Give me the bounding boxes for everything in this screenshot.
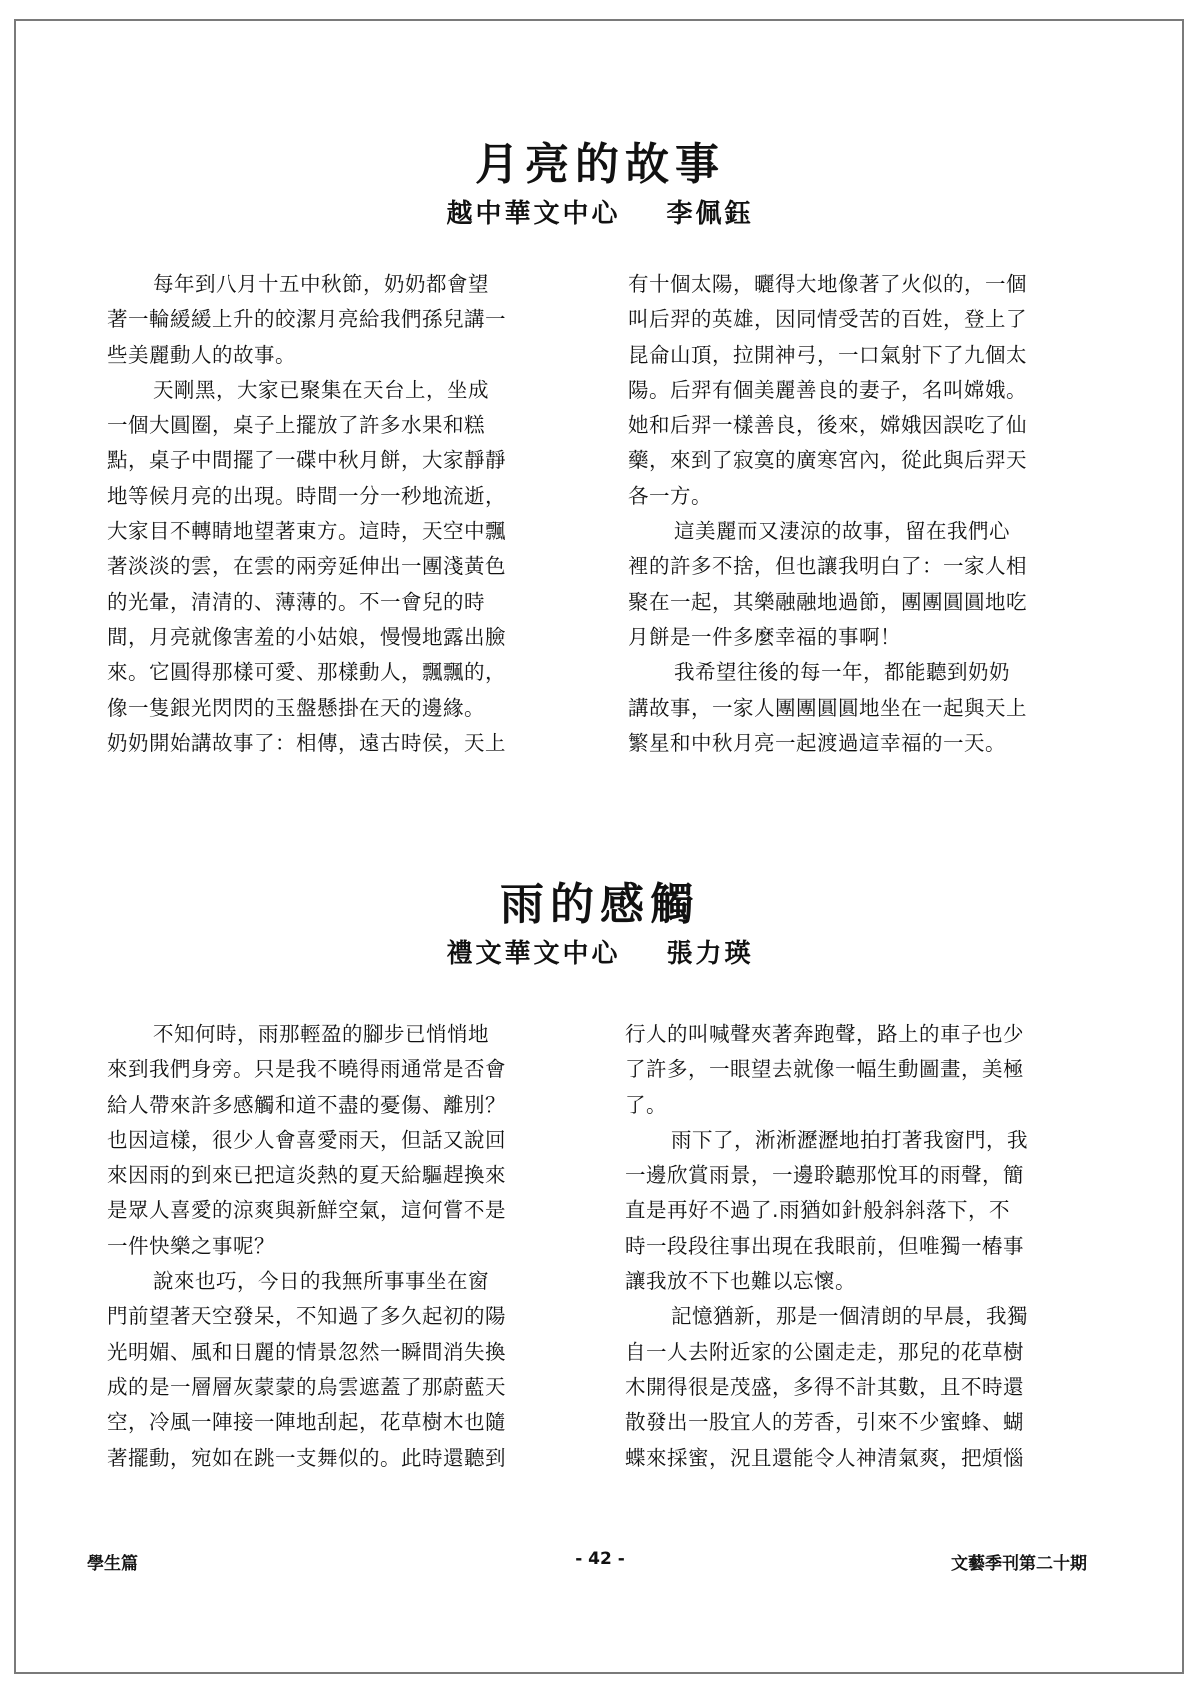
article-column-left — [107, 267, 577, 761]
text-line: 各一方。 — [628, 483, 712, 508]
article-author: 張力瑛 — [666, 939, 754, 969]
text-line: 裡的許多不捨，但也讓我明白了：一家人相 — [628, 554, 1027, 579]
text-line: 蝶來採蜜，況且還能令人神清氣爽，把煩惱 — [625, 1445, 1024, 1470]
text-line: 著擺動，宛如在跳一支舞似的。此時還聽到 — [107, 1445, 506, 1470]
article-organization: 禮文華文中心 — [446, 939, 621, 969]
text-line: 每年到八月十五中秋節，奶奶都會望 — [153, 272, 489, 296]
text-line: 有十個太陽，曬得大地像著了火似的，一個 — [628, 272, 1027, 296]
text-line: 像一隻銀光閃閃的玉盤懸掛在天的邊緣。 — [107, 695, 485, 720]
article-column-right — [625, 1017, 1095, 1476]
text-line: 來因雨的到來已把這炎熱的夏天給驅趕換來 — [107, 1163, 506, 1188]
text-line: 是眾人喜愛的涼爽與新鮮空氣，這何嘗不是 — [107, 1198, 506, 1223]
footer-section: 學生篇 — [87, 1554, 138, 1574]
text-line: 著淡淡的雲，在雲的兩旁延伸出一團淺黃色 — [107, 554, 506, 579]
article-organization: 越中華文中心 — [446, 199, 621, 229]
text-line: 門前望著天空發呆，不知過了多久起初的陽 — [107, 1304, 506, 1329]
text-line: 記憶猶新，那是一個清朗的早晨，我獨 — [671, 1304, 1028, 1329]
text-line: 奶奶開始講故事了：相傳，遠古時侯，天上 — [107, 730, 506, 755]
text-line: 月餅是一件多麼幸福的事啊！ — [628, 624, 901, 649]
text-line: 也因這樣，很少人會喜愛雨天，但話又說回 — [107, 1127, 506, 1152]
text-line: 繁星和中秋月亮一起渡過這幸福的一天。 — [628, 730, 1006, 755]
footer-publication: 文藝季刊第二十期 — [951, 1554, 1087, 1574]
article-author: 李佩鈺 — [666, 199, 754, 229]
text-line: 時一段段往事出現在我眼前，但唯獨一樁事 — [625, 1233, 1024, 1258]
article-byline — [0, 193, 1200, 230]
text-line: 行人的叫喊聲夾著奔跑聲，路上的車子也少 — [625, 1022, 1024, 1046]
text-line: 光明媚、風和日麗的情景忽然一瞬間消失換 — [107, 1339, 506, 1364]
text-line: 一邊欣賞雨景，一邊聆聽那悅耳的雨聲，簡 — [625, 1163, 1024, 1188]
text-line: 一個大圓圈，桌子上擺放了許多水果和糕 — [107, 413, 485, 438]
text-line: 點，桌子中間擺了一碟中秋月餅，大家靜靜 — [107, 448, 506, 473]
text-line: 大家目不轉睛地望著東方。這時，天空中飄 — [107, 519, 506, 544]
text-line: 陽。后羿有個美麗善良的妻子，名叫嫦娥。 — [628, 377, 1027, 402]
text-line: 給人帶來許多感觸和道不盡的憂傷、離別？ — [107, 1092, 506, 1117]
article-title: 雨的感觸 — [500, 879, 700, 930]
text-line: 木開得很是茂盛，多得不計其數，且不時還 — [625, 1374, 1024, 1399]
text-line: 空，冷風一陣接一陣地刮起，花草樹木也隨 — [107, 1410, 506, 1435]
text-line: 散發出一股宜人的芳香，引來不少蜜蜂、蝴 — [625, 1410, 1024, 1435]
text-line: 間，月亮就像害羞的小姑娘，慢慢地露出臉 — [107, 624, 506, 649]
article-title: 月亮的故事 — [475, 139, 725, 190]
text-line: 這美麗而又淒涼的故事，留在我們心 — [674, 519, 1010, 544]
article-column-left — [107, 1017, 577, 1476]
text-line: 了。 — [625, 1092, 667, 1117]
text-line: 我希望往後的每一年，都能聽到奶奶 — [674, 660, 1010, 685]
text-line: 來。它圓得那樣可愛、那樣動人，飄飄的， — [107, 660, 506, 685]
text-line: 地等候月亮的出現。時間一分一秒地流逝， — [107, 483, 506, 508]
text-line: 她和后羿一樣善良，後來，嫦娥因誤吃了仙 — [628, 413, 1027, 438]
footer-page-number: - 42 - — [575, 1549, 625, 1569]
text-line: 聚在一起，其樂融融地過節，團團圓圓地吃 — [628, 589, 1027, 614]
text-line: 雨下了，淅淅瀝瀝地拍打著我窗門，我 — [671, 1127, 1028, 1152]
text-line: 講故事，一家人團團圓圓地坐在一起與天上 — [628, 695, 1027, 720]
text-line: 自一人去附近家的公園走走，那兒的花草樹 — [625, 1339, 1024, 1364]
text-line: 些美麗動人的故事。 — [107, 342, 296, 367]
text-line: 讓我放不下也難以忘懷。 — [625, 1269, 856, 1294]
text-line: 了許多，一眼望去就像一幅生動圖畫，美極 — [625, 1057, 1024, 1082]
text-line: 來到我們身旁。只是我不曉得雨通常是否會 — [107, 1057, 506, 1082]
text-line: 不知何時，雨那輕盈的腳步已悄悄地 — [153, 1022, 489, 1046]
text-line: 叫后羿的英雄，因同情受苦的百姓，登上了 — [628, 307, 1027, 332]
text-line: 說來也巧，今日的我無所事事坐在窗 — [153, 1269, 489, 1294]
text-line: 藥，來到了寂寞的廣寒宮內，從此與后羿天 — [628, 448, 1027, 473]
text-line: 的光暈，清清的、薄薄的。不一會兒的時 — [107, 589, 485, 614]
article-byline — [0, 933, 1200, 970]
text-line: 昆侖山頂，拉開神弓，一口氣射下了九個太 — [628, 342, 1027, 367]
article-column-right — [628, 267, 1098, 761]
text-line: 著一輪緩緩上升的皎潔月亮給我們孫兒講一 — [107, 307, 506, 332]
text-line: 一件快樂之事呢？ — [107, 1233, 275, 1258]
text-line: 直是再好不過了.雨猶如針般斜斜落下，不 — [625, 1198, 1011, 1223]
text-line: 天剛黑，大家已聚集在天台上，坐成 — [153, 377, 489, 402]
text-line: 成的是一層層灰蒙蒙的烏雲遮蓋了那蔚藍天 — [107, 1374, 506, 1399]
